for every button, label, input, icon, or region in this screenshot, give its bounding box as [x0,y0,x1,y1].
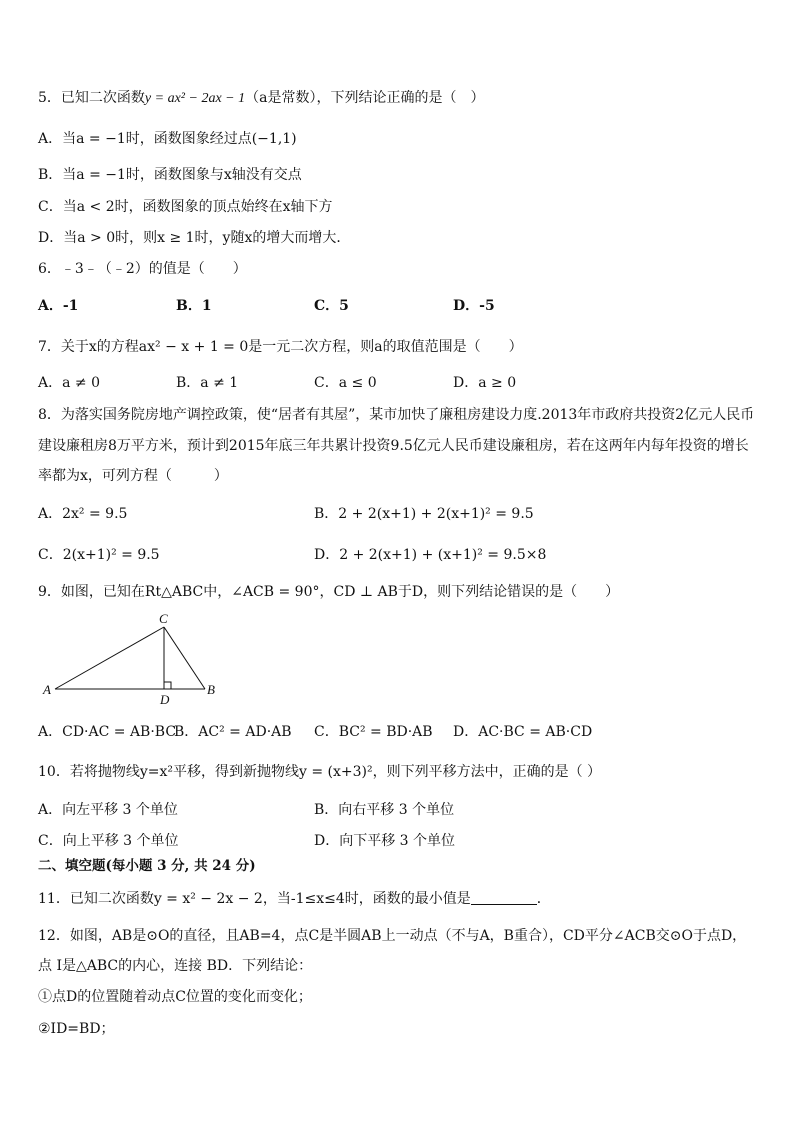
q9-option-a: A．CD·AC = AB·BC [38,724,177,740]
q5-option-a: A．当a = −1时，函数图象经过点(−1,1) [38,131,297,147]
q9-option-b: B．AC² = AD·AB [174,724,292,740]
right-triangle-figure [40,610,230,710]
q5-option-c: C．当a < 2时，函数图象的顶点始终在x轴下方 [38,199,333,215]
q8-option-c: C．2(x+1)² = 9.5 [38,547,160,563]
q6-option-c: C．5 [314,298,349,314]
q5-option-b: B．当a = −1时，函数图象与x轴没有交点 [38,167,302,183]
question-7-stem: 7．关于x的方程ax² − x + 1 = 0是一元二次方程，则a的取值范围是（ ） [38,339,523,355]
q7-option-b: B．a ≠ 1 [176,375,239,391]
q6-option-b: B．1 [176,298,212,314]
side-cb [164,627,205,689]
q9-option-d: D．AC·BC = AB·CD [453,724,593,740]
q10-option-a: A．向左平移 3 个单位 [38,802,178,818]
q5-stem-text: 5．已知二次函数 [38,90,145,106]
vertex-label-a: A [43,682,51,697]
q7-option-a: A．a ≠ 0 [38,375,100,391]
side-ac [55,627,164,689]
vertex-label-d: D [160,692,170,707]
q5-formula: y = ax² − 2ax − 1 [144,91,246,106]
question-8-line-2: 建设廉租房8万平方米，预计到2015年底三年共累计投资9.5亿元人民币建设廉租房，若在这两年内每年投资的增长 [38,438,749,454]
q5-option-d: D．当a > 0时，则x ≥ 1时，y随x的增大而增大． [38,230,351,246]
q5-stem-tail: （a是常数），下列结论正确的是（ ） [245,90,485,106]
question-8-line-1: 8．为落实国务院房地产调控政策，使“居者有其屋”，某市加快了廉租房建设力度.2013年市政府共投资2亿元人民币 [38,407,755,423]
question-11-stem [38,890,551,908]
q10-option-d: D．向下平移 3 个单位 [314,833,456,849]
question-5-stem [38,89,484,108]
q7-option-c: C．a ≤ 0 [314,375,377,391]
question-8-line-3: 率都为x，可列方程（ ） [38,468,228,484]
question-10-stem: 10．若将抛物线y=x²平移，得到新抛物线y = (x+3)²，则下列平移方法中，正确的是（ ） [38,764,602,780]
q7-option-d: D．a ≥ 0 [453,375,517,391]
q6-option-a: A．-1 [38,298,79,314]
q11-stem-tail: ． [536,891,551,907]
answer-blank [471,892,537,905]
section-heading: 二、填空题(每小题 3 分, 共 24 分) [38,858,256,874]
vertex-label-b: B [207,682,215,697]
q12-conclusion-2: ②ID=BD； [38,1021,115,1037]
q10-option-c: C．向上平移 3 个单位 [38,833,179,849]
question-12-line-1: 12．如图，AB是⊙O的直径，且AB=4，点C是半圆AB上一动点（不与A，B重合），CD平分∠ACB交⊙O于点D， [38,928,747,944]
q10-option-b: B．向右平移 3 个单位 [314,802,455,818]
q12-conclusion-1: ①点D的位置随着动点C位置的变化而变化； [38,989,312,1005]
q11-stem-text: 11．已知二次函数y = x² − 2x − 2，当-1≤x≤4时，函数的最小值是 [38,891,471,907]
question-12-line-2: 点 I是△ABC的内心，连接 BD．下列结论： [38,958,313,974]
right-angle-mark [164,682,171,689]
vertex-label-c: C [159,611,168,626]
q8-option-a: A．2x² = 9.5 [38,506,128,522]
q9-option-c: C．BC² = BD·AB [314,724,433,740]
q6-option-d: D．-5 [453,298,495,314]
q8-option-b: B．2 + 2(x+1) + 2(x+1)² = 9.5 [314,506,534,522]
question-6-stem: 6．﹣3﹣（﹣2）的值是（ ） [38,261,247,277]
question-9-stem: 9．如图，已知在Rt△ABC中，∠ACB = 90°，CD ⊥ AB于D，则下列结论错误的是（ ） [38,584,620,600]
q8-option-d: D．2 + 2(x+1) + (x+1)² = 9.5×8 [314,547,547,563]
